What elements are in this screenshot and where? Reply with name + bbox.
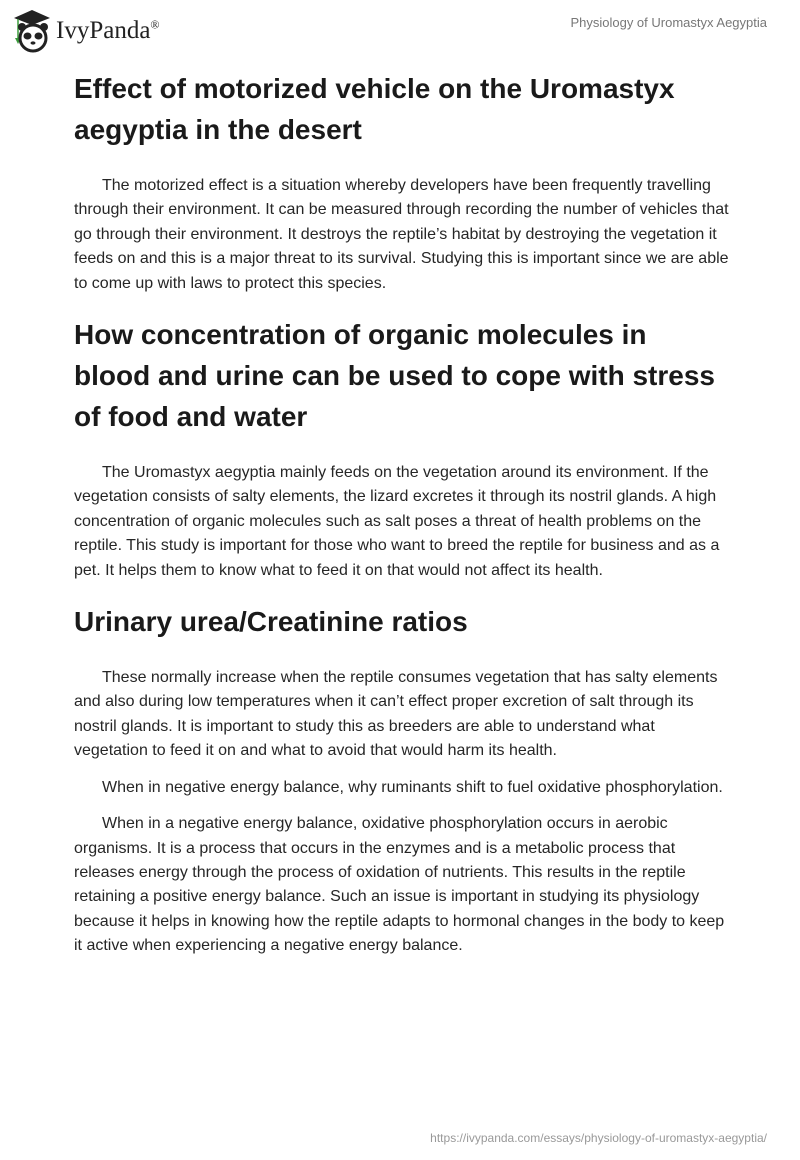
paragraph: When in a negative energy balance, oxidative phosphorylation occurs in aerobic organisms. It is a process that occurs in the enzymes and is a metabolic process that releases energy through the process of oxidation of nutrients. This results in the reptile retaining a positive energy balance. Such an issue is important in studying its physiology because it helps in knowing how the reptile adapts to hormonal changes in the body to keep it active when experiencing a negative energy balance. bbox=[74, 815, 725, 955]
document-title: Physiology of Uromastyx Aegyptia bbox=[570, 15, 767, 30]
paragraph: The motorized effect is a situation whereby developers have been frequently travelling through their environment. It can be measured through recording the number of vehicles that go through their environment. It destroys the reptile’s habitat by destroying the vegetation it feeds on and this is a major threat to its survival. Studying this is important since we are able to come up with laws to protect this species. bbox=[74, 177, 729, 292]
section-heading: Urinary urea/Creatinine ratios bbox=[74, 606, 468, 638]
paragraph: When in negative energy balance, why ruminants shift to fuel oxidative phosphorylation. bbox=[102, 778, 723, 796]
source-url[interactable]: https://ivypanda.com/essays/physiology-of-uromastyx-aegyptia/ bbox=[430, 1131, 767, 1145]
paragraph: These normally increase when the reptile consumes vegetation that has salty elements and also during low temperatures when it can’t effect proper excretion of salt through its nostril glands. It is important to study this as breeders are able to understand what vegetation to feed it on and what to avoid that would harm its health. bbox=[74, 669, 718, 760]
section-heading: How concentration of organic molecules in blood and urine can be used to cope with stress of food and water bbox=[74, 319, 715, 433]
paragraph: The Uromastyx aegyptia mainly feeds on the vegetation around its environment. If the vegetation consists of salty elements, the lizard excretes it through its nostril glands. A high concentration of organic molecules such as salt poses a threat of health problems on the reptile. This study is important for those who want to breed the reptile for business and as a pet. It helps them to know what to feed it on that would not affect its health. bbox=[74, 464, 720, 579]
section-organic-molecules bbox=[74, 314, 730, 583]
logo-text: IvyPanda bbox=[56, 17, 151, 44]
section-motorized-vehicle bbox=[74, 68, 730, 296]
article-body bbox=[74, 68, 730, 977]
page-header bbox=[0, 0, 800, 60]
section-heading: Effect of motorized vehicle on the Uromastyx aegyptia in the desert bbox=[74, 73, 675, 145]
section-urea-creatinine bbox=[74, 601, 730, 958]
ivypanda-logo[interactable] bbox=[12, 8, 160, 54]
panda-graduate-icon bbox=[12, 8, 52, 54]
registered-mark: ® bbox=[150, 17, 160, 32]
